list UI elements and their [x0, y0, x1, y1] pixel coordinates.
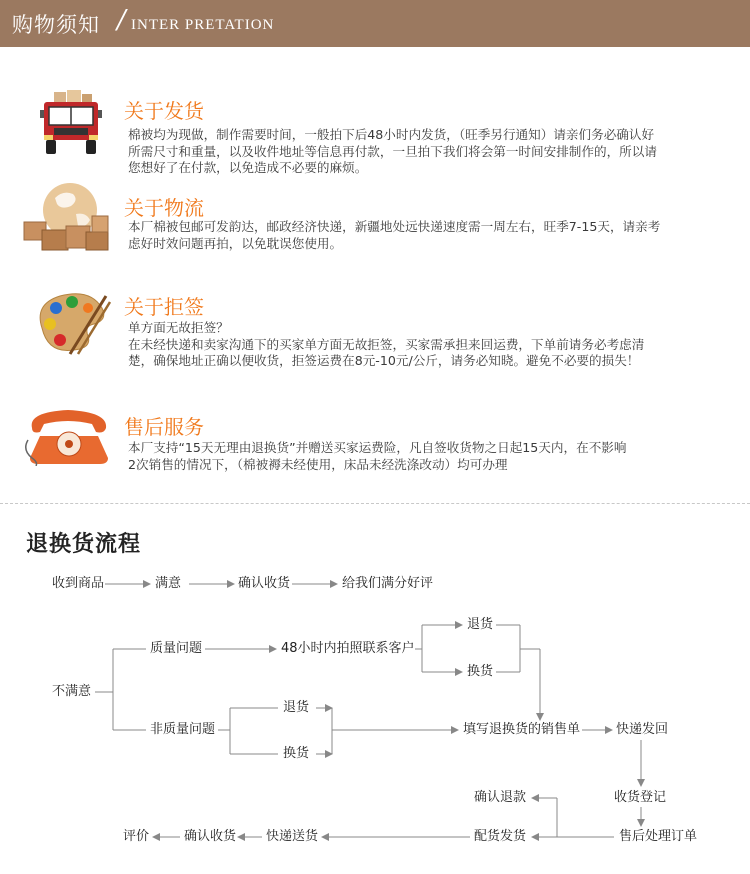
flow-node-evaluate: 评价	[123, 829, 150, 844]
section-title-logistics: 关于物流	[124, 196, 204, 220]
flow-node-confirm-receipt-final: 确认收货	[184, 829, 237, 844]
flow-node-register: 收货登记	[614, 790, 667, 805]
banner-title-en: INTER PRETATION	[131, 17, 275, 33]
text-line: 本厂支持“15天无理由退换货”并赠送买家运费险，凡自签收货物之日起15天内，在不影响	[128, 440, 627, 455]
section-body-shipping	[128, 127, 657, 177]
flow-node-confirm-receipt: 确认收货	[238, 576, 291, 591]
flow-node-courier: 快递送货	[266, 829, 319, 844]
truck-icon	[40, 90, 102, 160]
text-line: 棉被均为现做，制作需要时间，一般拍下后48小时内发货，（旺季另行通知）请亲们务必确认好	[128, 127, 655, 142]
flow-node-refund-b: 退货	[283, 700, 310, 715]
section-title-shipping: 关于发货	[124, 99, 204, 123]
flow-node-dispatch: 配货发货	[474, 829, 527, 844]
section-title-refusal: 关于拒签	[124, 295, 204, 319]
flow-node-unsatisfied: 不满意	[52, 684, 92, 699]
paint-palette-icon	[32, 288, 112, 360]
flow-title: 退换货流程	[26, 532, 142, 557]
flow-node-refund-a: 退货	[467, 617, 494, 632]
text-line: 虑好时效问题再拍，以免耽误您使用。	[128, 235, 343, 251]
flow-node-exchange-b: 换货	[283, 746, 310, 761]
banner-slash: /	[117, 5, 126, 35]
flow-node-aftersale: 售后处理订单	[619, 829, 698, 844]
flow-node-quality-issue: 质量问题	[150, 641, 203, 656]
text-line: 单方面无故拒签？	[128, 320, 229, 335]
text-line: 本厂棉被包邮可发韵达，邮政经济快递，新疆地处远快递速度需一周左右，旺季7-15天，请亲考	[128, 219, 661, 234]
text-line: 您想好了在付款，以免造成不必要的麻烦。	[128, 160, 368, 175]
text-line: 楚，确保地址正确以便收货，拒签运费在8元-10元/公斤，请务必知晓。避免不必要的损失！	[128, 353, 640, 368]
text-line: 2次销售的情况下，（棉被褥未经使用，床品未经洗涤改动）均可办理	[128, 456, 508, 472]
flow-node-nonquality-issue: 非质量问题	[150, 722, 216, 737]
telephone-icon	[24, 406, 114, 466]
banner-title-cn: 购物须知	[12, 13, 100, 37]
section-title-aftersales: 售后服务	[124, 415, 204, 439]
flow-node-ship-back: 快递发回	[616, 722, 669, 737]
flow-node-fill-form: 填写退换货的销售单	[463, 722, 581, 737]
flow-node-satisfied: 满意	[155, 576, 182, 591]
section-body-aftersales	[128, 440, 626, 473]
text-line: 所需尺寸和重量，以及收件地址等信息再付款，一旦拍下我们将会第一时间安排制作的，所以请	[128, 143, 657, 159]
text-line: 在未经快递和卖家沟通下的买家单方面无故拒签，买家需承担来回运费，下单前请务必考虑清	[128, 336, 645, 352]
dashed-divider	[0, 503, 750, 504]
section-body-logistics	[128, 219, 660, 252]
header-banner	[0, 0, 750, 47]
flow-connectors	[0, 560, 750, 874]
globe-boxes-icon	[20, 180, 112, 252]
flow-node-review: 给我们满分好评	[342, 576, 434, 591]
flow-node-received: 收到商品	[52, 576, 105, 591]
flow-node-exchange-a: 换货	[467, 664, 494, 679]
section-body-refusal	[128, 320, 644, 370]
flow-node-contact-48h: 48小时内拍照联系客户	[281, 641, 415, 656]
flow-node-confirm-refund: 确认退款	[474, 790, 527, 805]
